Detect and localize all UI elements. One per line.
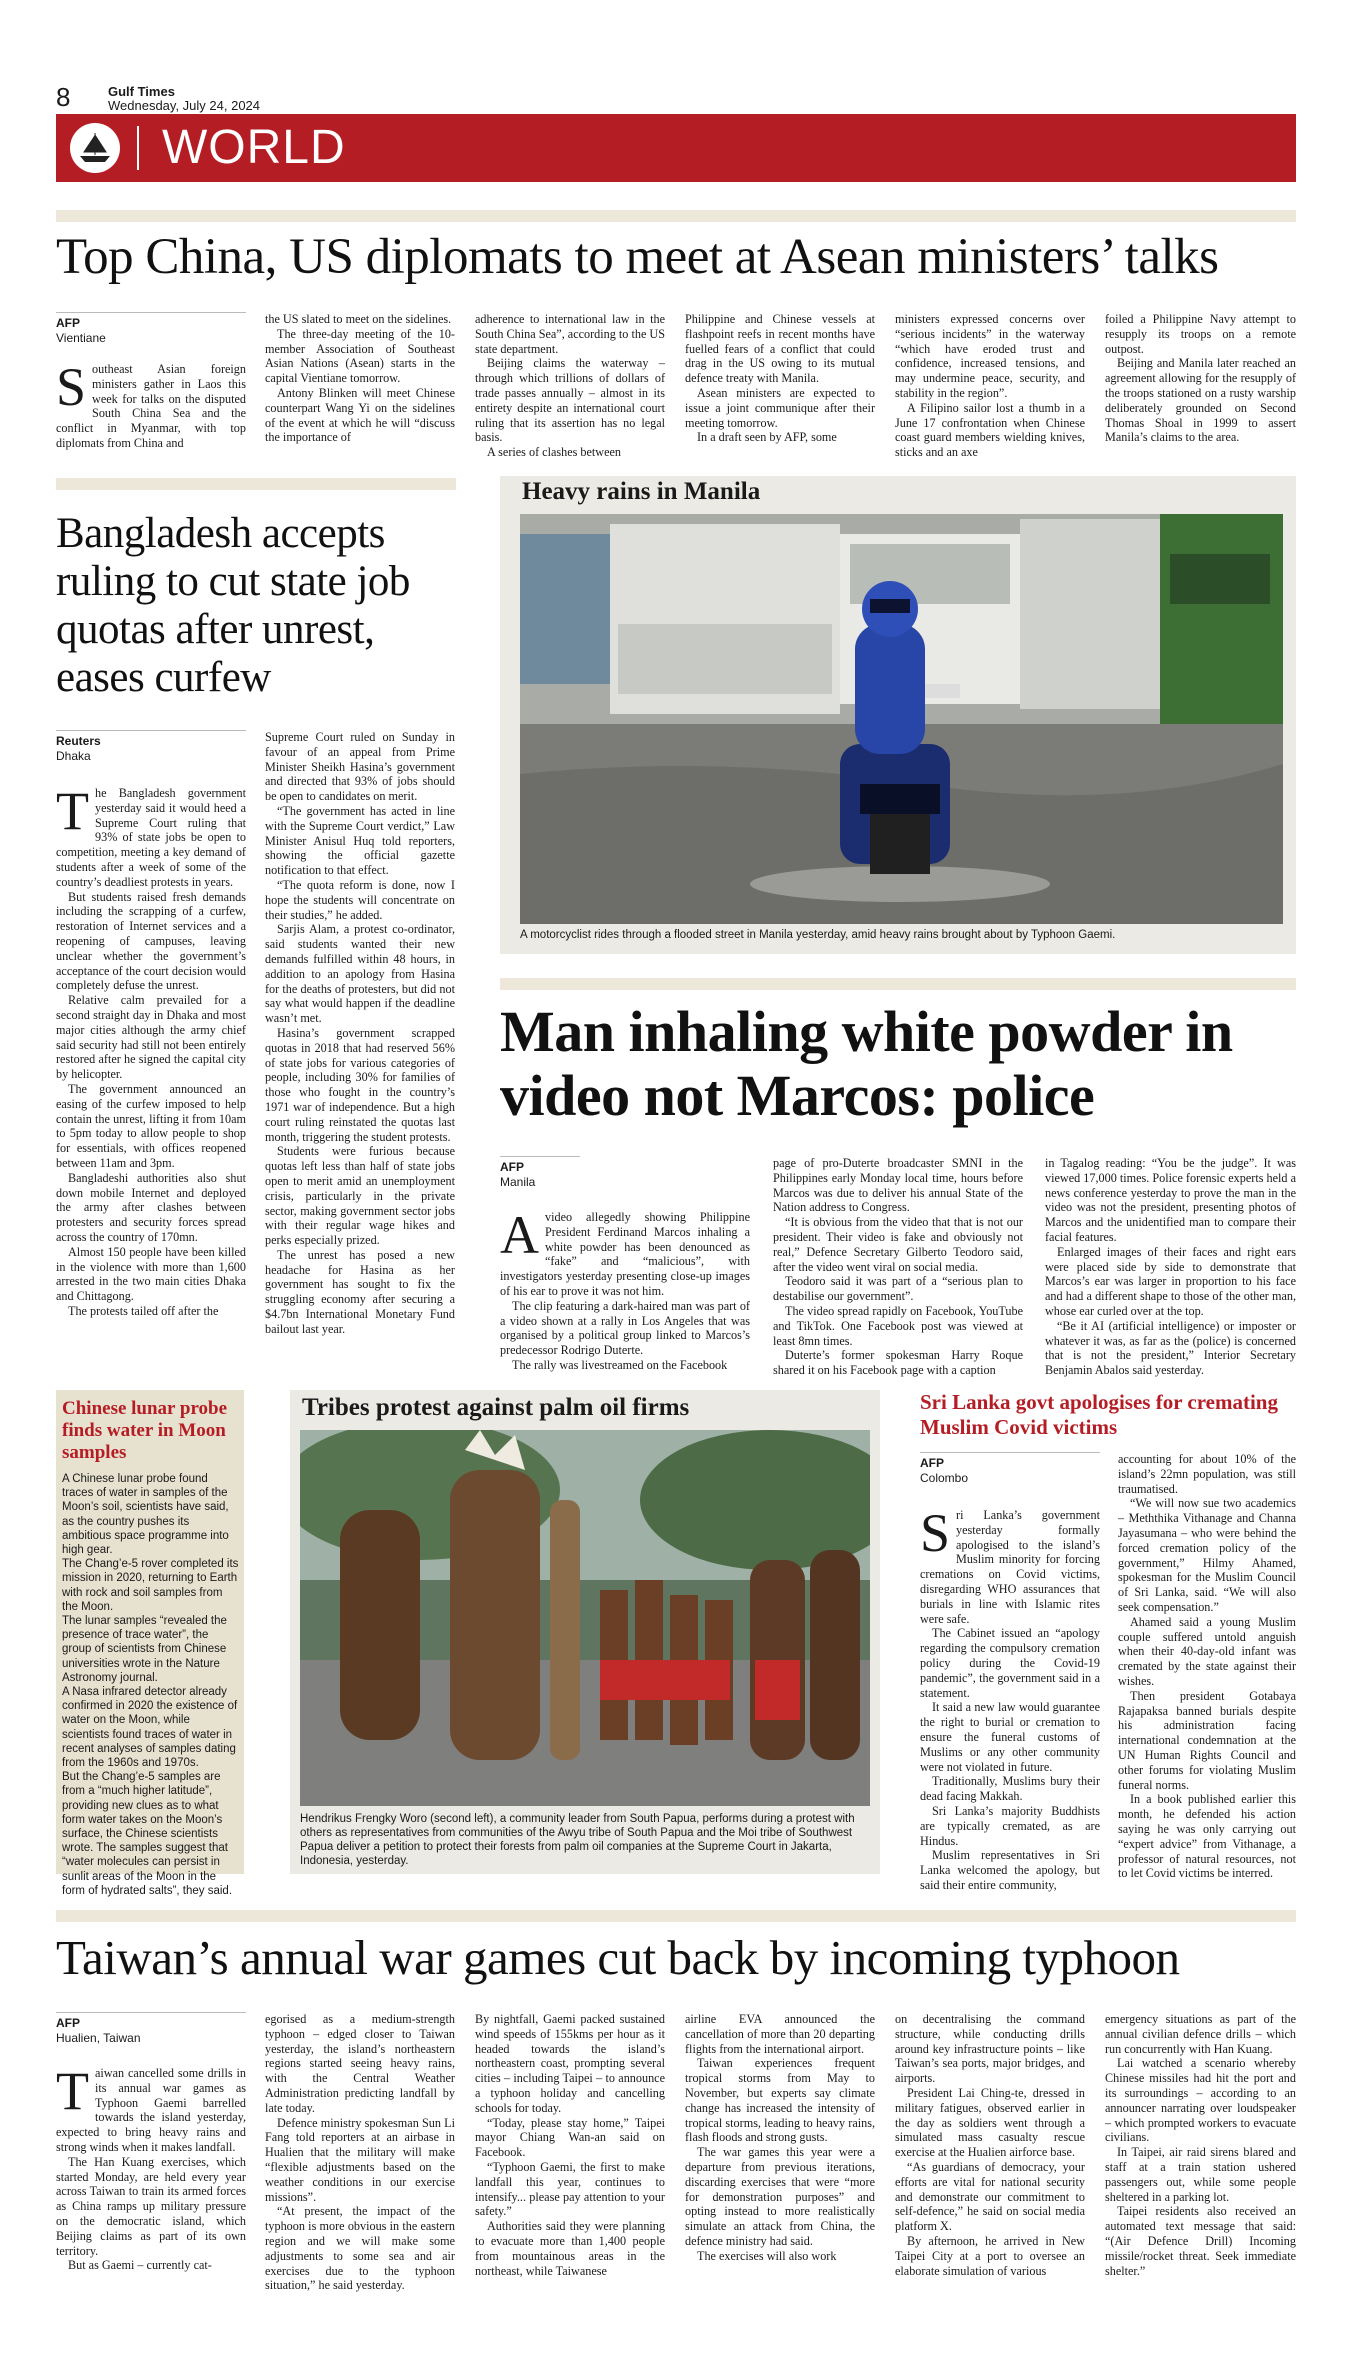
asean-paragraph: adherence to international law in the South China Sea”, according to the US state department.	[475, 312, 665, 356]
srilanka-paragraph	[920, 1503, 1100, 1626]
srilanka-column-1	[920, 1503, 1100, 1893]
marcos-paragraph: Teodoro said it was part of a “serious plan to destabilise our government”.	[773, 1274, 1023, 1304]
tribes-photo-caption: Hendrikus Frengky Woro (second left), a community leader from South Papua, performs during a protest with others as representatives from communities of the Awyu tribe of South Papua and the Moi tribe of Southwest Papua deliver a petition to protect their forests from palm oil companies at the Supreme Court in Jakarta, Indonesia, yesterday.	[300, 1813, 855, 1867]
marcos-paragraph: page of pro-Duterte broadcaster SMNI in the Philippines early Monday local time, hours before Marcos was due to deliver his annual State of the Nation address to Congress.	[773, 1156, 1023, 1215]
marcos-headline: Man inhaling white powder in video not Marcos: police	[500, 999, 1233, 1128]
taiwan-agency: AFP	[56, 2016, 80, 2030]
asean-column-3	[475, 312, 665, 460]
asean-paragraph: Beijing and Manila later reached an agreement allowing for the resupply of the troops stationed on a rusty warship deliberately grounded on Second Thomas Shoal in 1999 to assert Manila’s claims to the area.	[1105, 356, 1296, 445]
lunar-sidebar-box	[56, 1390, 244, 1897]
asean-paragraph: A Filipino sailor lost a thumb in a June 17 confrontation when Chinese coast guard members wielding knives, sticks and an axe	[895, 400, 1085, 460]
taiwan-paragraph: on decentralising the command structure, while conducting drills around key infrastructure points – like Taiwan’s sea ports, major bridges, and airports.	[895, 2012, 1085, 2086]
section-title: WORLD	[162, 121, 346, 174]
asean-paragraph: In a draft seen by AFP, some	[697, 430, 837, 445]
section-rule	[56, 478, 456, 490]
bangladesh-paragraph: But students raised fresh demands including the scrapping of a curfew, restoration of Internet services and a reopening of campuses, leaving unclear whether the government’s acceptance of the court decision would completely defuse the unrest.	[56, 889, 246, 993]
taiwan-paragraph: But as Gaemi – currently cat-	[68, 2258, 212, 2273]
lunar-headline: Chinese lunar probe finds water in Moon samples	[62, 1398, 228, 1463]
bangladesh-paragraph	[56, 781, 246, 890]
asean-paragraph: A series of clashes between	[487, 445, 622, 460]
lunar-paragraph: The lunar samples “revealed the presence of trace water”, the group of scientists from Chinese universities wrote in the Nature Astronomy journal.	[62, 1615, 227, 1684]
lunar-paragraph: But the Chang’e-5 samples are from a “much higher latitude”, providing new clues as to what form water takes on the Moon’s surface, the Chinese scientists wrote. The samples suggest that “water molecules can persist in sunlit areas of the Moon in the form of hydrated salts”, they said.	[62, 1771, 233, 1897]
bangladesh-paragraph: The government announced an easing of the curfew imposed to help contain the unrest, lifting it from 10am to 5pm today to allow people to shop for essentials, with offices reopened between 11am and 3pm.	[56, 1081, 246, 1170]
taiwan-paragraph: egorised as a medium-strength typhoon – edged closer to Taiwan yesterday, the island’s northeastern regions started seeing heavy rains, with the Central Weather Administration predicting landfall by late today.	[265, 2012, 455, 2115]
lunar-body	[62, 1472, 240, 1898]
srilanka-headline: Sri Lanka govt apologises for cremating Muslim Covid victims	[920, 1390, 1278, 1439]
taiwan-dropcap: T	[56, 2061, 89, 2121]
srilanka-paragraph: Traditionally, Muslims bury their dead facing Makkah.	[920, 1774, 1100, 1804]
publication-name: Gulf Times	[108, 84, 175, 99]
taiwan-paragraph: In Taipei, air raid sirens blared and staff at a train station ushered passengers out, while some people sheltered in a parking lot.	[1105, 2145, 1296, 2204]
taiwan-paragraph: Authorities said they were planning to evacuate more than 1,400 people from mountainous areas in the northeast, while Taiwanese	[475, 2219, 665, 2278]
taiwan-paragraph: President Lai Ching-te, dressed in military fatigues, observed earlier in the day as soldiers went through a simulated mass casualty rescue exercise at the Hualien airforce base.	[895, 2085, 1085, 2160]
asean-dateline	[56, 312, 246, 346]
bangladesh-lead: he Bangladesh government yesterday said it would heed a Supreme Court ruling that 93% of state jobs be open to competition, meeting a key demand of students after a week of some of the country’s deadliest protests in years.	[56, 786, 246, 889]
taiwan-paragraph: “At present, the impact of the typhoon is more obvious in the eastern region and we will make some adjustments to some sea and air exercises due to the typhoon situation,” he said yesterday.	[265, 2204, 455, 2293]
ship-logo-icon	[70, 123, 120, 173]
bangladesh-paragraph: Students were furious because quotas left less than half of state jobs open to merit amid an unemployment crisis, particularly in the private sector, making government sector jobs with their regular wage hikes and perks especially prized.	[265, 1144, 455, 1248]
taiwan-column-6	[1105, 2012, 1296, 2278]
taiwan-paragraph: “Typhoon Gaemi, the first to make landfall this year, continues to intensify... please pay attention to your safety.”	[475, 2159, 665, 2219]
bangladesh-dateline	[56, 730, 246, 764]
taiwan-paragraph: “As guardians of democracy, your efforts are vital for national security and demonstrate our commitment to self-defence,” he said on social media platform X.	[895, 2159, 1085, 2234]
srilanka-paragraph: “We will now sue two academics – Meththika Vithanage and Channa Jayasumana – who were behind the forced cremation policy of the government,” Hilmy Ahamed, spokesman for the Muslim Council of Sri Lanka, said. “We will also seek compensation.”	[1118, 1496, 1296, 1614]
section-rule	[500, 978, 1296, 990]
marcos-dateline	[500, 1156, 580, 1190]
publication-date: Wednesday, July 24, 2024	[108, 98, 261, 113]
section-rule	[56, 1910, 1296, 1922]
taiwan-paragraph: The Han Kuang exercises, which started Monday, are held every year across Taiwan to train its armed forces as China ramps up military pressure on the democratic island, which Beijing claims as part of its own territory.	[56, 2154, 246, 2258]
marcos-paragraph: The video spread rapidly on Facebook, YouTube and TikTok. One Facebook post was viewed at least 8mn times.	[773, 1303, 1023, 1348]
banner-divider	[137, 126, 139, 170]
taiwan-paragraph: Taipei residents also received an automated text message that said: “(Air Defence Drill) Incoming missile/rocket threat. Seek immediate shelter.”	[1105, 2204, 1296, 2278]
srilanka-place: Colombo	[920, 1471, 969, 1485]
bangladesh-paragraph: The protests tailed off after the	[68, 1303, 219, 1318]
asean-paragraph: Beijing claims the waterway – through which trillions of dollars of trade passes annually – almost in its entirety despite an international court ruling that its assertion has no legal basis.	[475, 356, 665, 445]
asean-dropcap: S	[56, 357, 87, 417]
marcos-place: Manila	[500, 1175, 536, 1189]
bangladesh-agency: Reuters	[56, 734, 101, 748]
asean-place: Vientiane	[56, 331, 106, 345]
marcos-column-2	[773, 1156, 1023, 1378]
taiwan-column-5	[895, 2012, 1085, 2278]
srilanka-paragraph: Ahamed said a young Muslim couple suffered untold anguish when their 40-day-old infant was cremated by the state against their wishes.	[1118, 1614, 1296, 1688]
taiwan-column-3	[475, 2012, 665, 2278]
srilanka-paragraph: Sri Lanka’s majority Buddhists are typically cremated, as are Hindus.	[920, 1803, 1100, 1848]
bangladesh-column-2	[265, 730, 455, 1337]
asean-paragraph: Antony Blinken will meet Chinese counterpart Wang Yi on the sidelines of the event at which he will “discuss the importance of	[265, 385, 455, 445]
asean-column-6	[1105, 312, 1296, 445]
taiwan-paragraph: By nightfall, Gaemi packed sustained wind speeds of 155kms per hour as it headed towards the island’s northeastern coast, prompting several cities – including Taipei – to announce a typhoon holiday and cancelling schools for today.	[475, 2012, 665, 2115]
tribes-photo-box	[290, 1390, 880, 1874]
asean-column-4	[685, 312, 875, 445]
manila-photo-title: Heavy rains in Manila	[522, 478, 761, 505]
lunar-paragraph: The Chang’e-5 rover completed its mission in 2020, returning to Earth with rock and soil samples from the Moon.	[62, 1558, 239, 1613]
asean-paragraph: foiled a Philippine Navy attempt to resupply its troops on a remote outpost.	[1105, 312, 1296, 356]
marcos-paragraph: The clip featuring a dark-haired man was part of a video shown at a rally in Los Angeles that was organised by a political group linked to Marcos’s predecessor Rodrigo Duterte.	[500, 1298, 750, 1358]
lunar-paragraph: A Chinese lunar probe found traces of water in samples of the Moon’s soil, scientists have said, as the country pushes its ambitious space programme into high gear.	[62, 1473, 229, 1557]
manila-photo-caption: A motorcyclist rides through a flooded street in Manila yesterday, amid heavy rains brought about by Typhoon Gaemi.	[520, 929, 1116, 941]
section-rule	[56, 210, 1296, 222]
taiwan-paragraph: The war games this year were a departure from previous iterations, discarding exercises that were “more for demonstration purposes” and opting instead to more realistically simulate an attack from China, the defence ministry had said.	[685, 2145, 875, 2248]
bangladesh-paragraph: Hasina’s government scrapped quotas in 2018 that had reserved 56% of state jobs for various categories of people, including 30% for families of those who fought in the country’s 1971 war of independence. But a high court ruling reinstated the quotas last month, triggering the student protests.	[265, 1025, 455, 1144]
asean-column-2	[265, 312, 455, 445]
taiwan-paragraph: airline EVA announced the cancellation of more than 20 departing flights from the international airport.	[685, 2012, 875, 2056]
tribes-photo-title: Tribes protest against palm oil firms	[302, 1394, 690, 1421]
bangladesh-paragraph: Sarjis Alam, a protest co-ordinator, said students wanted their new demands fulfilled within 48 hours, in addition to an apology from Hasina for the deaths of protesters, but did not say what would happen if the deadline wasn’t met.	[265, 922, 455, 1026]
taiwan-column-4	[685, 2012, 875, 2264]
marcos-paragraph: Enlarged images of their faces and right ears were placed side by side to demonstrate that Marcos’s ear was larger in proportion to his face and had a different shape to those of the other man, whose ear curled over at the top.	[1045, 1244, 1296, 1318]
marcos-column-1	[500, 1205, 750, 1373]
taiwan-place: Hualien, Taiwan	[56, 2031, 141, 2045]
srilanka-paragraph: It said a new law would guarantee the right to burial or cremation to ensure the funeral customs of Muslims or any other community were not violated in future.	[920, 1700, 1100, 1774]
taiwan-lead: aiwan cancelled some drills in its annual war games as Typhoon Gaemi barrelled towards the island yesterday, expected to bring heavy rains and strong winds when it makes landfall.	[56, 2066, 246, 2154]
bangladesh-paragraph: “The government has acted in line with the Supreme Court verdict,” Law Minister Anisul Huq told reporters, showing the official gazette notification to that effect.	[265, 803, 455, 878]
marcos-lead: video allegedly showing Philippine President Ferdinand Marcos inhaling a white powder has been denounced as “fake” and “malicious”, with investigators yesterday presenting close-up images of his ear to prove it was not him.	[500, 1210, 750, 1298]
srilanka-paragraph: In a book published earlier this month, he defended his action saying he was only carrying out “expert advice” from Vithanage, a professor of natural resources, not to let Covid victims be interred.	[1118, 1792, 1296, 1881]
taiwan-paragraph: “Today, please stay home,” Taipei mayor Chiang Wan-an said on Facebook.	[475, 2115, 665, 2160]
taiwan-paragraph: Taiwan experiences frequent tropical storms from May to November, but experts say climate change has increased the intensity of tropical storms, leading to heavy rains, flash floods and strong gusts.	[685, 2056, 875, 2145]
bangladesh-paragraph: Relative calm prevailed for a second straight day in Dhaka and most major cities although the army chief said security had still not been entirely restored after he signed the capital city by helicopter.	[56, 993, 246, 1082]
taiwan-column-1	[56, 2061, 246, 2273]
page-number: 8	[56, 82, 71, 112]
bangladesh-paragraph: Bangladeshi authorities also shut down mobile Internet and deployed the army after clashes between protesters and security forces spread across the country of 170mn.	[56, 1170, 246, 1244]
bangladesh-paragraph: The unrest has posed a new headache for Hasina as her government has sought to fix the struggling economy after securing a $4.7bn International Monetary Fund bailout last year.	[265, 1247, 455, 1336]
taiwan-paragraph: Lai watched a scenario whereby Chinese missiles had hit the port and its surroundings – according to an announcer narrating over loudspeaker – which prompted workers to evacuate civilians.	[1105, 2056, 1296, 2145]
bangladesh-paragraph: Supreme Court ruled on Sunday in favour of an appeal from Prime Minister Sheikh Hasina’s government and directed that 93% of jobs should be open to candidates on merit.	[265, 730, 455, 804]
asean-col1-p1: outheast Asian foreign ministers gather in Laos this week for talks on the disputed South China Sea and the conflict in Myanmar, with top diplomats from China and	[56, 362, 246, 450]
marcos-column-3	[1045, 1156, 1296, 1378]
asean-paragraph: the US slated to meet on the sidelines.	[265, 312, 452, 326]
marcos-paragraph: Duterte’s former spokesman Harry Roque shared it on his Facebook page with a caption	[773, 1348, 1023, 1378]
marcos-paragraph: “It is obvious from the video that that is not our president. Their video is fake and obviously not real,” Defence Secretary Gilberto Teodoro said, after the video went viral on social media.	[773, 1215, 1023, 1274]
lunar-paragraph: A Nasa infrared detector already confirmed in 2020 the existence of water on the Moon, while scientists found traces of water in recent analyses of samples dating from the 1960s and 1970s.	[62, 1686, 238, 1770]
marcos-paragraph: The rally was livestreamed on the Facebook	[512, 1357, 728, 1372]
asean-paragraph: ministers expressed concerns over “serious incidents” in the waterway “which have eroded trust and confidence, increased tensions, and may undermine peace, security, and stability in the region”.	[895, 312, 1085, 400]
bangladesh-headline: Bangladesh accepts ruling to cut state job quotas after unrest, eases curfew	[56, 510, 410, 701]
srilanka-dateline	[920, 1452, 1100, 1486]
marcos-paragraph: “Be it AI (artificial intelligence) or imposter or whatever it was, as far as the (police) is concerned that is not the president,” Interior Secretary Benjamin Abalos said yesterday.	[1045, 1318, 1296, 1378]
bangladesh-place: Dhaka	[56, 749, 91, 763]
taiwan-paragraph: emergency situations as part of the annual civilian defence drills – which run concurrently with Han Kuang.	[1105, 2012, 1296, 2056]
srilanka-paragraph: Muslim representatives in Sri Lanka welcomed the apology, but said their entire community,	[920, 1848, 1100, 1892]
asean-paragraph: Asean ministers are expected to issue a joint communique after their meeting tomorrow.	[685, 385, 875, 430]
bangladesh-dropcap: T	[56, 781, 89, 841]
taiwan-paragraph	[56, 2061, 246, 2155]
section-banner	[56, 114, 1296, 182]
marcos-paragraph: in Tagalog reading: “You be the judge”. It was viewed 17,000 times. Police forensic experts held a news conference yesterday to prove the man in the video was not the president, presenting photos of Marcos and the unidentified man to compare their facial features.	[1045, 1156, 1296, 1244]
srilanka-agency: AFP	[920, 1456, 944, 1470]
asean-column-5	[895, 312, 1085, 460]
taiwan-paragraph: Defence ministry spokesman Sun Li Fang told reporters at an airbase in Hualien that the military will make “flexible adjustments based on the weather conditions in our exercise missions”.	[265, 2115, 455, 2204]
taiwan-paragraph: By afternoon, he arrived in New Taipei City at a port to oversee an elaborate simulation of various	[895, 2233, 1085, 2278]
manila-photo-box	[500, 476, 1296, 954]
srilanka-paragraph: Then president Gotabaya Rajapaksa banned burials despite his administration facing international condemnation at the UN Human Rights Council and other forums for violating Muslim funeral norms.	[1118, 1688, 1296, 1792]
bangladesh-paragraph: “The quota reform is done, now I hope the students will concentrate on their studies,” he added.	[265, 877, 455, 922]
asean-headline: Top China, US diplomats to meet at Asean ministers’ talks	[56, 229, 1219, 285]
asean-paragraph: The three-day meeting of the 10-member Association of Southeast Asian Nations (Asean) starts in the capital Vientiane tomorrow.	[265, 326, 455, 386]
bangladesh-column-1	[56, 781, 246, 1319]
srilanka-dropcap: S	[920, 1503, 951, 1563]
manila-flood-photo	[520, 514, 1283, 924]
taiwan-paragraph: The exercises will also work	[697, 2248, 837, 2263]
taiwan-column-2	[265, 2012, 455, 2293]
asean-paragraph: Philippine and Chinese vessels at flashpoint reefs in recent months have fuelled fears of a conflict that could drag in the US owing to its mutual defence treaty with Manila.	[685, 312, 875, 386]
marcos-dropcap: A	[500, 1205, 539, 1265]
asean-column-1	[56, 357, 246, 451]
srilanka-lead: ri Lanka’s government yesterday formally apologised to the island’s Muslim minority for forcing cremations on Covid victims, disregarding WHO assurances that burials in line with Islamic rites were safe.	[920, 1508, 1100, 1626]
marcos-agency: AFP	[500, 1160, 524, 1174]
taiwan-dateline	[56, 2012, 246, 2046]
srilanka-paragraph: The Cabinet issued an “apology regarding the compulsory cremation policy during the Covid-19 pandemic”, the government said in a statement.	[920, 1626, 1100, 1700]
bangladesh-paragraph: Almost 150 people have been killed in the violence with more than 1,600 arrested in the two main cities Dhaka and Chittagong.	[56, 1244, 246, 1304]
asean-agency: AFP	[56, 316, 80, 330]
marcos-paragraph	[500, 1205, 750, 1299]
tribes-protest-photo	[300, 1430, 870, 1806]
srilanka-paragraph: accounting for about 10% of the island’s 22mn population, was still traumatised.	[1118, 1452, 1296, 1496]
taiwan-headline: Taiwan’s annual war games cut back by incoming typhoon	[56, 1930, 1180, 1985]
srilanka-column-2	[1118, 1452, 1296, 1881]
